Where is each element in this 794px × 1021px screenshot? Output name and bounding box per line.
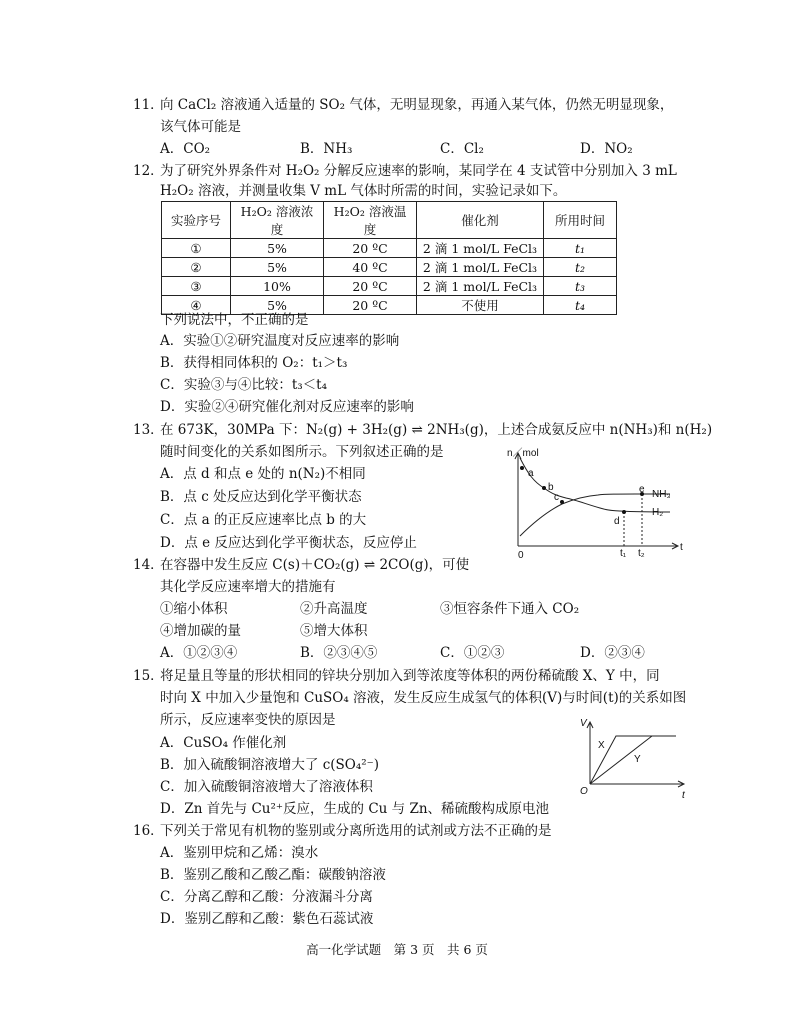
q14-option-c: C．①②③: [440, 645, 505, 661]
q11-number: 11．: [133, 97, 164, 113]
q15-option-a: A．CuSO₄ 作催化剂: [160, 735, 287, 751]
q14-option-b: B．②③④⑤: [300, 645, 378, 661]
q14-stem-cont: 其化学反应速率增大的措施有: [160, 579, 336, 595]
q16-stem: 下列关于常见有机物的鉴别或分离所选用的试剂或方法不正确的是: [160, 823, 552, 839]
q13-option-d: D．点 e 反应达到化学平衡状态，反应停止: [160, 535, 417, 551]
table-header: 实验序号: [162, 202, 231, 239]
q13-option-a: A．点 d 和点 e 处的 n(N₂)不相同: [160, 466, 366, 482]
table-cell: ③: [162, 277, 231, 296]
q15-label-y: Y: [634, 754, 641, 765]
q14-measure-1: ①缩小体积: [160, 601, 228, 617]
q14-option-a: A．①②③④: [160, 645, 238, 661]
q13-option-b: B．点 c 处反应达到化学平衡状态: [160, 489, 362, 505]
table-cell: 20 ºC: [324, 296, 417, 315]
q15-stem: 将足量且等量的形状相同的锌块分别加入到等浓度等体积的两份稀硫酸 X、Y 中，同: [160, 668, 660, 684]
q12-stem: 为了研究外界条件对 H₂O₂ 分解反应速率的影响，某同学在 4 支试管中分别加入 3 mL: [160, 163, 677, 179]
q16-option-a: A．鉴别甲烷和乙烯：溴水: [160, 845, 319, 861]
table-cell: 20 ºC: [324, 239, 417, 258]
q13-x-label: t: [680, 542, 683, 553]
q12-option-d: D．实验②④研究催化剂对反应速率的影响: [160, 399, 414, 415]
q15-graph: [572, 714, 692, 826]
q13-h2-label: H₂: [652, 507, 664, 518]
q15-x-label: t: [682, 790, 685, 801]
q13-point-e: e: [639, 484, 645, 495]
table-cell: 5%: [231, 296, 324, 315]
q15-label-x: X: [598, 740, 605, 751]
q15-stem-cont2: 所示，反应速率变快的原因是: [160, 712, 336, 728]
q14-number: 14．: [133, 557, 164, 573]
q13-point-c: c: [554, 492, 559, 503]
q13-tick-t2: t₂: [638, 548, 645, 558]
q11-option-a: A．CO₂: [160, 141, 211, 157]
table-header-row: [162, 202, 617, 239]
table-cell: 2 滴 1 mol/L FeCl₃: [417, 239, 544, 258]
q13-option-c: C．点 a 的正反应速率比点 b 的大: [160, 512, 367, 528]
page-footer: 高一化学试题 第 3 页 共 6 页: [306, 942, 488, 957]
q13-y-label: n／mol: [507, 448, 539, 459]
table-cell: 40 ºC: [324, 258, 417, 277]
q13-point-b-dot: [542, 486, 546, 490]
table-cell: ②: [162, 258, 231, 277]
table-cell: 5%: [231, 239, 324, 258]
table-cell: t₄: [544, 296, 617, 315]
experiment-table: [161, 201, 617, 315]
q15-option-b: B．加入硫酸铜溶液增大了 c(SO₄²⁻): [160, 757, 380, 773]
q13-point-c-dot: [560, 500, 564, 504]
q14-measure-4: ④增加碳的量: [160, 623, 241, 639]
q13-point-a-dot: [520, 466, 524, 470]
table-cell: 20 ºC: [324, 277, 417, 296]
q16-option-d: D．鉴别乙醇和乙酸：紫色石蕊试液: [160, 911, 374, 927]
table-row: [162, 239, 617, 258]
table-cell: 2 滴 1 mol/L FeCl₃: [417, 258, 544, 277]
q13-tick-t1: t₁: [620, 548, 627, 558]
q14-measure-5: ⑤增大体积: [300, 623, 368, 639]
q15-stem-cont: 时向 X 中加入少量饱和 CuSO₄ 溶液，发生反应生成氢气的体积(V)与时间(t)的关系如图: [160, 690, 687, 706]
q13-h2-curve: [520, 458, 670, 512]
q16-number: 16．: [133, 823, 164, 839]
table-cell: t₂: [544, 258, 617, 277]
table-header: 催化剂: [417, 202, 544, 239]
q11-option-b: B．NH₃: [300, 141, 353, 157]
q13-point-d-dot: [622, 510, 626, 514]
q15-y-label: V: [580, 718, 587, 729]
q13-point-a: a: [528, 468, 534, 479]
table-cell: t₃: [544, 277, 617, 296]
table-row: [162, 277, 617, 296]
table-cell: ④: [162, 296, 231, 315]
table-cell: t₁: [544, 239, 617, 258]
q13-nh3-curve: [520, 494, 670, 536]
q14-measure-3: ③恒容条件下通入 CO₂: [440, 601, 580, 617]
q15-option-d: D．Zn 首先与 Cu²⁺反应，生成的 Cu 与 Zn、稀硫酸构成原电池: [160, 801, 550, 817]
q16-option-c: C．分离乙醇和乙酸：分液漏斗分离: [160, 889, 373, 905]
table-cell: 5%: [231, 258, 324, 277]
q15-number: 15．: [133, 668, 164, 684]
table-cell: 10%: [231, 277, 324, 296]
q15-option-c: C．加入硫酸铜溶液增大了溶液体积: [160, 779, 373, 795]
table-header: H₂O₂ 溶液温度: [324, 202, 417, 239]
q12-prompt: 下列说法中，不正确的是: [160, 312, 309, 328]
q12-option-b: B．获得相同体积的 O₂：t₁＞t₃: [160, 355, 348, 371]
q12-stem-cont: H₂O₂ 溶液，并测量收集 V mL 气体时所需的时间，实验记录如下。: [160, 183, 567, 199]
q13-stem: 在 673K，30MPa 下：N₂(g) + 3H₂(g) ⇌ 2NH₃(g)，上述合成氨反应中 n(NH₃)和 n(H₂): [160, 422, 713, 438]
q11-stem: 向 CaCl₂ 溶液通入适量的 SO₂ 气体，无明显现象，再通入某气体，仍然无明显现象，: [160, 97, 674, 113]
q14-measure-2: ②升高温度: [300, 601, 368, 617]
q12-option-c: C．实验③与④比较：t₃＜t₄: [160, 377, 328, 393]
table-header: H₂O₂ 溶液浓度: [231, 202, 324, 239]
table-cell: 不使用: [417, 296, 544, 315]
q12-number: 12．: [133, 163, 164, 179]
q13-nh3-label: NH₃: [652, 489, 671, 500]
q13-number: 13．: [133, 422, 164, 438]
table-header: 所用时间: [544, 202, 617, 239]
q11-option-c: C．Cl₂: [440, 141, 484, 157]
q16-option-b: B．鉴别乙酸和乙酸乙酯：碳酸钠溶液: [160, 867, 386, 883]
q11-option-d: D．NO₂: [580, 141, 633, 157]
q11-stem-cont: 该气体可能是: [160, 119, 241, 135]
q13-origin: 0: [518, 550, 524, 558]
q15-origin: O: [580, 786, 588, 797]
q13-stem-cont: 随时间变化的关系如图所示。下列叙述正确的是: [160, 444, 444, 460]
q13-graph: [500, 446, 690, 558]
q14-option-d: D．②③④: [580, 645, 645, 661]
q12-option-a: A．实验①②研究温度对反应速率的影响: [160, 333, 400, 349]
q13-point-b: b: [548, 482, 554, 493]
q13-point-d: d: [614, 516, 620, 527]
table-row: [162, 258, 617, 277]
table-cell: 2 滴 1 mol/L FeCl₃: [417, 277, 544, 296]
table-cell: ①: [162, 239, 231, 258]
q14-stem: 在容器中发生反应 C(s)＋CO₂(g) ⇌ 2CO(g)，可使: [160, 557, 470, 573]
